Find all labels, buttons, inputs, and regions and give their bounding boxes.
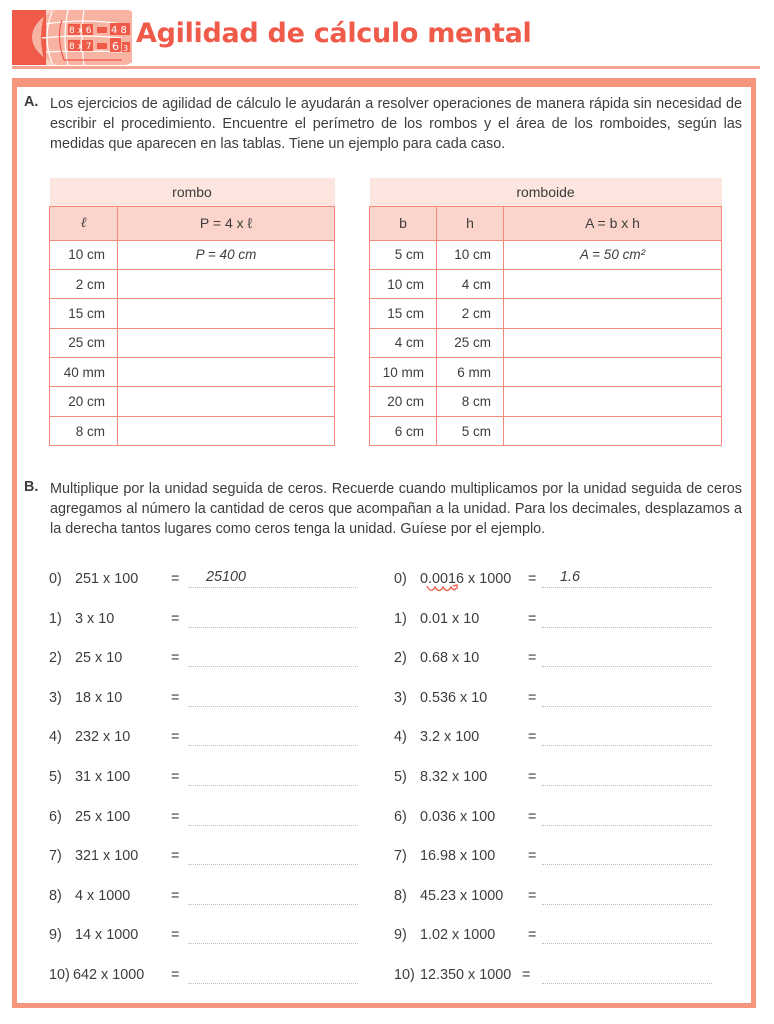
exercise-operation: 25 x 100: [75, 808, 131, 825]
exercise-item: [49, 690, 389, 712]
exercise-operation: 321 x 100: [75, 848, 139, 865]
equals-sign: =: [522, 967, 531, 983]
exercise-item: [49, 809, 389, 831]
exercise-item: [394, 729, 734, 751]
table-row: [370, 416, 722, 445]
exercise-number: 1): [49, 610, 62, 627]
exercise-number: 5): [394, 769, 407, 785]
answer-cell[interactable]: [504, 358, 722, 387]
exercise-operation: 642 x 1000: [73, 967, 145, 983]
exercise-operation: 25 x 10: [75, 650, 123, 667]
exercise-item: [49, 571, 389, 593]
svg-text:6: 6: [112, 40, 119, 53]
base-cell: 6 cm: [370, 416, 437, 445]
base-cell: 10 cm: [370, 269, 437, 298]
height-cell: 5 cm: [437, 416, 504, 445]
table-row: [370, 328, 722, 357]
section-b-instructions: Multiplique por la unidad seguida de ceros. Recuerde cuando multiplicamos por la unidad seguida de ceros agregamos al número la cantidad de ceros que acompañan a la unidad. Para los decimales, desplazamos a la derecha tantos lugares como ceros tenga la unidad. Guíese por el ejemplo.: [50, 481, 742, 537]
table-row: [370, 240, 722, 269]
exercise-item: [394, 769, 734, 791]
example-answer-cell: A = 50 cm²: [504, 240, 722, 269]
side-cell: 20 cm: [50, 387, 118, 416]
exercise-operation: 3 x 10: [75, 610, 115, 627]
table-row: [50, 269, 335, 298]
base-cell: 20 cm: [370, 387, 437, 416]
exercise-item: [394, 809, 734, 831]
exercise-operation: 12.350 x 1000: [420, 967, 512, 983]
answer-blank[interactable]: [542, 706, 712, 707]
exercise-item: [49, 967, 389, 989]
exercise-number: 3): [49, 689, 62, 706]
section-a-letter: A.: [24, 94, 39, 110]
equals-sign: =: [528, 887, 537, 904]
exercise-operation: 8.32 x 100: [420, 769, 488, 785]
base-cell: 10 mm: [370, 358, 437, 387]
rombo-caption: rombo: [50, 178, 335, 206]
answer-blank[interactable]: [188, 983, 358, 984]
exercise-operation: 0.01 x 10: [420, 610, 480, 627]
height-cell: 8 cm: [437, 387, 504, 416]
answer-blank[interactable]: [188, 785, 358, 786]
side-cell: 40 mm: [50, 358, 118, 387]
answer-blank[interactable]: [188, 706, 358, 707]
answer-cell[interactable]: [118, 299, 335, 328]
equals-sign: =: [171, 769, 180, 785]
exercise-item: [394, 848, 734, 870]
exercise-operation: 251 x 100: [75, 571, 139, 587]
answer-blank[interactable]: [542, 745, 712, 746]
side-cell: 10 cm: [50, 240, 118, 269]
table-row: [50, 358, 335, 387]
table-row: [370, 387, 722, 416]
equals-sign: =: [171, 967, 180, 983]
header-divider: [12, 66, 760, 69]
exercise-number: 4): [394, 729, 407, 746]
exercise-item: [49, 729, 389, 751]
times-table-globe-icon: [12, 10, 132, 65]
answer-blank[interactable]: [542, 587, 712, 588]
base-cell: 5 cm: [370, 240, 437, 269]
answer-cell[interactable]: [118, 416, 335, 445]
exercise-number: 3): [394, 689, 407, 706]
exercise-operation: 14 x 1000: [75, 927, 139, 944]
rombo-header-side: ℓ: [50, 206, 118, 240]
answer-blank[interactable]: [542, 904, 712, 905]
answer-blank[interactable]: [542, 666, 712, 667]
answer-cell[interactable]: [504, 387, 722, 416]
exercise-operation: 31 x 100: [75, 769, 131, 785]
romboide-header-height: h: [437, 206, 504, 240]
exercise-item: [49, 927, 389, 949]
equals-sign: =: [171, 650, 180, 667]
equals-sign: =: [528, 848, 537, 865]
equals-sign: =: [528, 729, 537, 746]
side-cell: 2 cm: [50, 269, 118, 298]
exercise-item: [394, 967, 734, 989]
exercise-operation: 0.036 x 100: [420, 808, 496, 825]
exercise-number: 1): [394, 610, 407, 627]
table-row: [370, 358, 722, 387]
height-cell: 6 mm: [437, 358, 504, 387]
table-row: [370, 299, 722, 328]
answer-cell[interactable]: [118, 328, 335, 357]
exercise-number: 8): [49, 887, 62, 904]
equals-sign: =: [528, 610, 537, 627]
exercise-operation: 3.2 x 100: [420, 729, 480, 746]
height-cell: 2 cm: [437, 299, 504, 328]
side-cell: 15 cm: [50, 299, 118, 328]
table-row: [50, 299, 335, 328]
exercise-item: [394, 650, 734, 672]
equals-sign: =: [171, 610, 180, 627]
answer-cell[interactable]: [118, 269, 335, 298]
answer-cell[interactable]: [504, 269, 722, 298]
exercise-number: 0): [394, 571, 407, 587]
answer-blank[interactable]: [542, 627, 712, 628]
exercise-operation: 1.02 x 1000: [420, 927, 496, 944]
svg-text:8 x 6: 8 x 6: [69, 26, 92, 36]
base-cell: 4 cm: [370, 328, 437, 357]
exercise-number: 6): [49, 808, 62, 825]
answer-cell[interactable]: [118, 387, 335, 416]
page-title: Agilidad de cálculo mental: [136, 18, 532, 49]
section-a-instructions: Los ejercicios de agilidad de cálculo le ayudarán a resolver operaciones de manera rápida sin necesidad de escribir el procedimiento. Encuentre el perímetro de los rombos y el área de los romboides, según las medidas que aparecen en las tablas. Tiene un ejemplo para cada caso.: [50, 96, 742, 152]
answer-blank[interactable]: [188, 943, 358, 944]
exercise-number: 8): [394, 887, 407, 904]
equals-sign: =: [528, 571, 537, 587]
exercise-item: [394, 927, 734, 949]
table-row: [50, 387, 335, 416]
exercise-item: [49, 848, 389, 870]
exercise-operation: 232 x 10: [75, 729, 131, 746]
table-row: [50, 240, 335, 269]
equals-sign: =: [171, 571, 180, 587]
exercise-number: 9): [394, 927, 407, 944]
answer-blank[interactable]: [542, 943, 712, 944]
answer-blank[interactable]: [188, 825, 358, 826]
equals-sign: =: [171, 927, 180, 944]
height-cell: 25 cm: [437, 328, 504, 357]
svg-text:4 8: 4 8: [111, 25, 127, 36]
exercise-number: 2): [394, 650, 407, 667]
rombo-table: [49, 178, 335, 446]
exercise-number: 10): [49, 967, 70, 983]
decimal-shift-arrow-icon: [425, 583, 461, 595]
romboide-header-base: b: [370, 206, 437, 240]
exercise-number: 7): [49, 848, 62, 865]
answer-blank[interactable]: [542, 785, 712, 786]
exercise-number: 5): [49, 769, 62, 785]
romboide-caption: romboide: [370, 178, 722, 206]
equals-sign: =: [171, 689, 180, 706]
page-header: [12, 10, 772, 65]
exercise-number: 6): [394, 808, 407, 825]
answer-blank[interactable]: [188, 666, 358, 667]
exercise-item: [49, 888, 389, 910]
exercise-item: [394, 888, 734, 910]
answer-cell[interactable]: [504, 328, 722, 357]
answer-cell[interactable]: [504, 416, 722, 445]
svg-text:8 x 7: 8 x 7: [69, 42, 92, 52]
answer-cell[interactable]: [118, 358, 335, 387]
exercise-item: [49, 769, 389, 791]
exercise-operation: 16.98 x 100: [420, 848, 496, 865]
exercise-item: [49, 650, 389, 672]
answer-blank[interactable]: [188, 627, 358, 628]
exercise-operation: 18 x 10: [75, 689, 123, 706]
romboide-header-area: A = b x h: [504, 206, 722, 240]
exercise-operation: 45.23 x 1000: [420, 887, 504, 904]
side-cell: 8 cm: [50, 416, 118, 445]
equals-sign: =: [171, 729, 180, 746]
equals-sign: =: [528, 769, 537, 785]
height-cell: 4 cm: [437, 269, 504, 298]
svg-text:3: 3: [123, 44, 129, 53]
exercise-operation: 4 x 1000: [75, 887, 131, 904]
equals-sign: =: [528, 689, 537, 706]
exercise-operation: 0.68 x 10: [420, 650, 480, 667]
exercise-number: 9): [49, 927, 62, 944]
equals-sign: =: [171, 808, 180, 825]
exercise-item: [49, 611, 389, 633]
example-answer-cell: P = 40 cm: [118, 240, 335, 269]
answer-blank[interactable]: [188, 904, 358, 905]
table-row: [50, 416, 335, 445]
exercise-number: 0): [49, 571, 62, 587]
table-row: [50, 328, 335, 357]
exercise-number: 7): [394, 848, 407, 865]
answer-blank[interactable]: [542, 983, 712, 984]
base-cell: 15 cm: [370, 299, 437, 328]
equals-sign: =: [171, 887, 180, 904]
answer-cell[interactable]: [504, 299, 722, 328]
example-answer: 1.6: [560, 569, 581, 585]
exercise-operation: 0.536 x 10: [420, 689, 488, 706]
answer-blank[interactable]: [542, 825, 712, 826]
equals-sign: =: [171, 848, 180, 865]
exercise-number: 10): [394, 967, 415, 983]
section-b-letter: B.: [24, 479, 39, 495]
romboide-table: [369, 178, 722, 446]
exercise-item: [394, 690, 734, 712]
height-cell: 10 cm: [437, 240, 504, 269]
exercise-number: 4): [49, 729, 62, 746]
answer-blank[interactable]: [188, 745, 358, 746]
answer-blank[interactable]: [542, 864, 712, 865]
exercise-number: 2): [49, 650, 62, 667]
table-row: [370, 269, 722, 298]
equals-sign: =: [528, 808, 537, 825]
answer-blank[interactable]: [188, 864, 358, 865]
exercise-item: [394, 611, 734, 633]
example-answer: 25100: [206, 569, 247, 585]
side-cell: 25 cm: [50, 328, 118, 357]
equals-sign: =: [528, 650, 537, 667]
rombo-header-perimeter: P = 4 x ℓ: [118, 206, 335, 240]
answer-blank[interactable]: [188, 587, 358, 588]
exercise-operation: 0.0016 x 1000: [420, 571, 512, 587]
equals-sign: =: [528, 927, 537, 944]
